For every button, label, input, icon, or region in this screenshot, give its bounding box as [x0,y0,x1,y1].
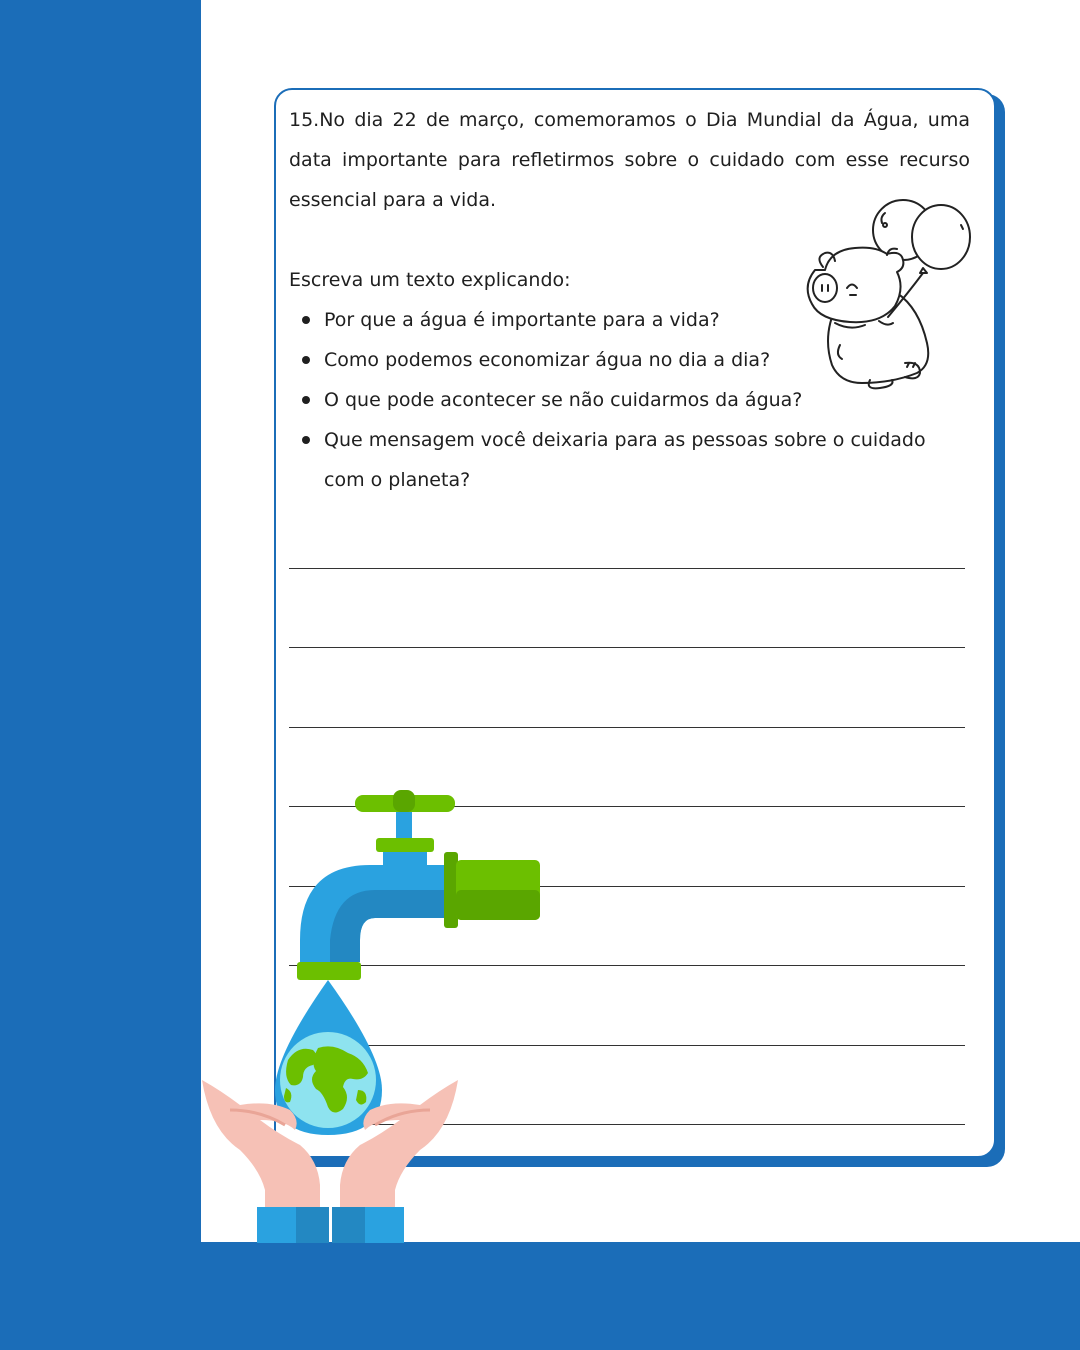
writing-line[interactable] [289,568,965,569]
hamster-with-balloons-icon [795,195,980,390]
writing-line[interactable] [289,727,965,728]
faucet-earth-drop-hands-icon [200,790,545,1245]
question-text: 15.No dia 22 de março, comemoramos o Dia Mundial da Água, uma data importante para refletirmos sobre o cuidado com esse recurso essencial para a vida. [289,109,970,211]
prompt-text: Escreva um texto explicando: [289,269,571,291]
bullet-item: Que mensagem você deixaria para as pessoas sobre o cuidado com o planeta? [289,420,949,500]
writing-line[interactable] [289,647,965,648]
bullet-item: Por que a água é importante para a vida? [289,300,949,340]
bullet-item: Como podemos economizar água no dia a dia? [289,340,949,380]
bullet-item: O que pode acontecer se não cuidarmos da água? [289,380,949,420]
